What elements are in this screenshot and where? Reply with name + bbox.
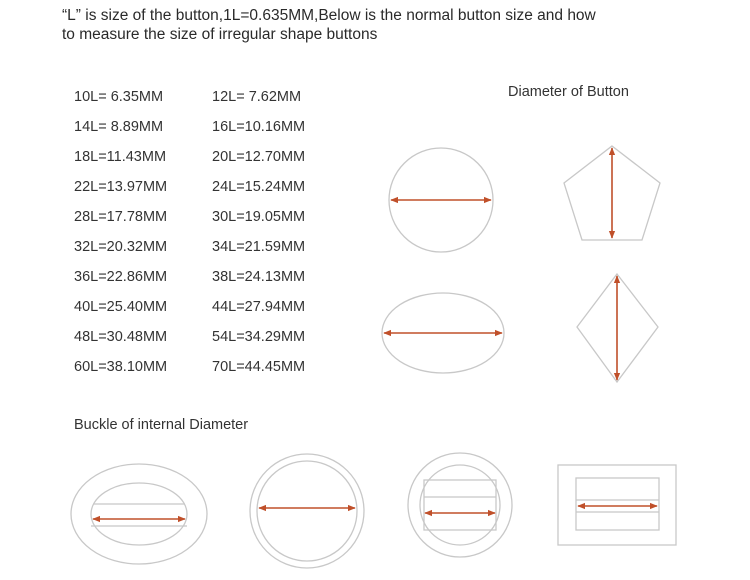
- ring-buckle-inner: [420, 465, 500, 545]
- diameter-label: Diameter of Button: [508, 84, 629, 100]
- size-cell: 30L=19.05MM: [212, 209, 306, 225]
- size-cell: 22L=13.97MM: [74, 179, 168, 195]
- size-cell: 44L=27.94MM: [212, 299, 306, 315]
- ring-buckle-bar: [424, 480, 496, 530]
- size-cell: 12L= 7.62MM: [212, 89, 302, 105]
- rect-buckle-inner: [576, 478, 659, 530]
- size-cell: 16L=10.16MM: [212, 119, 306, 135]
- size-cell: 34L=21.59MM: [212, 239, 306, 255]
- size-cell: 60L=38.10MM: [74, 359, 168, 375]
- size-cell: 20L=12.70MM: [212, 149, 306, 165]
- buckle-label: Buckle of internal Diameter: [74, 417, 249, 433]
- size-cell: 48L=30.48MM: [74, 329, 168, 345]
- circle-buckle-outer: [250, 454, 364, 568]
- size-cell: 54L=34.29MM: [212, 329, 306, 345]
- size-cell: 28L=17.78MM: [74, 209, 168, 225]
- size-cell: 38L=24.13MM: [212, 269, 306, 285]
- oval-buckle-inner: [91, 483, 187, 545]
- size-cell: 36L=22.86MM: [74, 269, 168, 285]
- size-cell: 18L=11.43MM: [74, 149, 167, 165]
- size-cell: 70L=44.45MM: [212, 359, 306, 375]
- header-line-1: “L” is size of the button,1L=0.635MM,Below is the normal button size and how: [62, 7, 596, 24]
- size-cell: 24L=15.24MM: [212, 179, 306, 195]
- size-cell: 10L= 6.35MM: [74, 89, 164, 105]
- size-cell: 32L=20.32MM: [74, 239, 168, 255]
- size-cell: 14L= 8.89MM: [74, 119, 164, 135]
- size-cell: 40L=25.40MM: [74, 299, 168, 315]
- header-line-2: to measure the size of irregular shape buttons: [62, 26, 378, 43]
- circle-buckle-inner: [257, 461, 357, 561]
